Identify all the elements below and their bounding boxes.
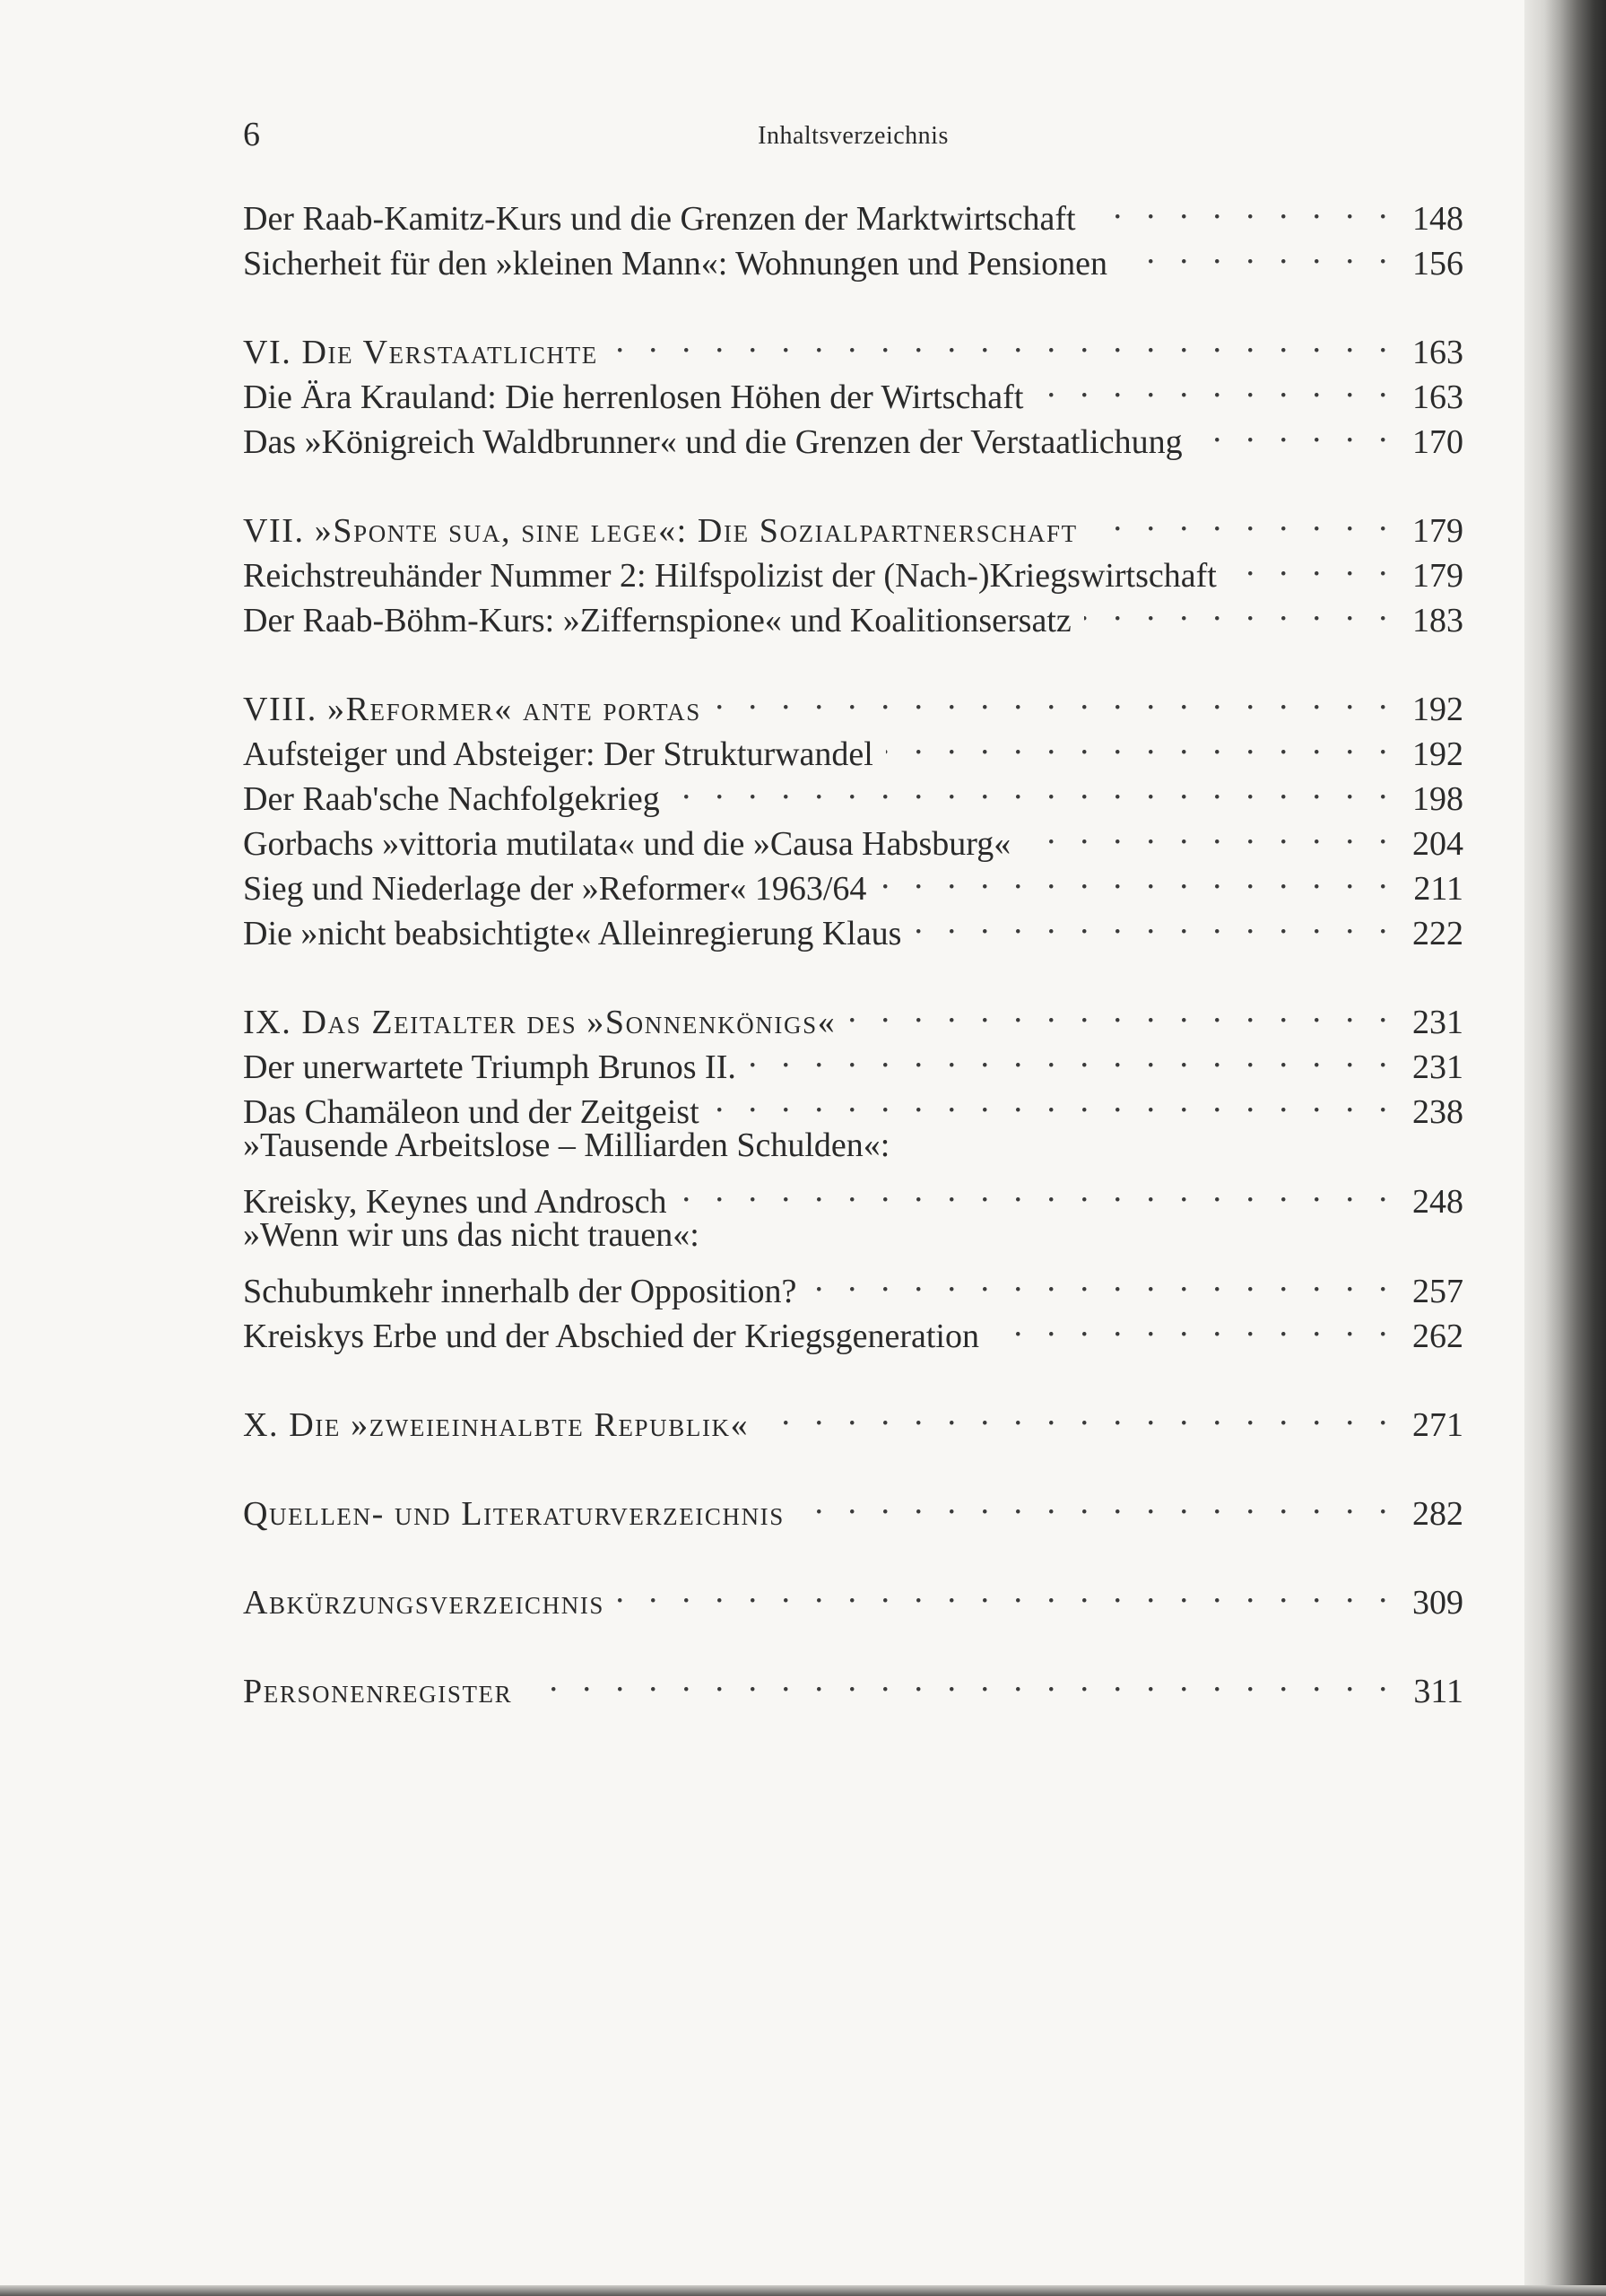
toc-page-number: 179 [1412,512,1463,550]
toc-section [243,1480,1463,1533]
toc-section [243,1569,1463,1622]
toc-chapter-entry[interactable] [243,1569,1463,1622]
toc-entry-title: Die Ära Krauland: Die herrenlosen Höhen der Wirtschaft [243,378,1024,416]
toc-section [243,497,1463,639]
toc-entry-title: Der Raab'sche Nachfolgekrieg [243,780,660,818]
dot-leader [1195,408,1395,453]
toc-entry[interactable] [243,1168,1463,1221]
toc-entry[interactable] [243,1123,1463,1168]
dot-leader [679,1168,1395,1213]
dot-leader [914,900,1395,944]
dot-leader [761,1391,1395,1436]
toc-page-number: 192 [1412,691,1463,728]
toc-page-number: 163 [1412,334,1463,371]
toc-section [243,1657,1463,1710]
toc-page-number: 211 [1413,870,1463,908]
toc-entry-title: Die »nicht beabsichtigte« Alleinregierung Klaus [243,915,902,952]
dot-leader [749,1033,1395,1078]
toc-page-number: 148 [1412,200,1463,238]
toc-section [243,318,1463,461]
toc-entry-title: Kreisky, Keynes und Androsch [243,1183,667,1221]
toc-chapter-entry[interactable] [243,318,1463,371]
toc-chapter-entry[interactable] [243,1480,1463,1533]
dot-leader [617,1569,1395,1613]
toc-chapter-entry[interactable] [243,1391,1463,1444]
toc-page-number: 309 [1412,1584,1463,1622]
toc-entry-title: Reichstreuhänder Nummer 2: Hilfspolizist der (Nach-)Kriegswirtschaft [243,557,1217,595]
toc-entry-title: IX. Das Zeitalter des »Sonnenkönigs« [243,1004,837,1041]
toc-page-number: 183 [1412,602,1463,639]
toc-chapter-entry[interactable] [243,988,1463,1041]
toc-page-number: 257 [1412,1273,1463,1310]
toc-entry-title: Schubumkehr innerhalb der Opposition? [243,1273,797,1310]
toc-entry-title: VII. »Sponte sua, sine lege«: Die Sozialpartnerschaft [243,512,1078,550]
toc-entry-title: X. Die »zweieinhalbte Republik« [243,1406,750,1444]
toc-entry-title: Der Raab-Böhm-Kurs: »Ziffernspione« und Koalitionsersatz [243,602,1072,639]
dot-leader [1036,363,1395,408]
toc-section [243,675,1463,952]
toc-entry[interactable] [243,1257,1463,1310]
dot-leader [992,1302,1395,1347]
toc-page-number: 238 [1412,1093,1463,1131]
toc-section [243,988,1463,1355]
toc-page-number: 156 [1412,245,1463,283]
toc-entry-title: Personenregister [243,1673,513,1710]
toc-entry-title: Quellen- und Literaturverzeichnis [243,1495,785,1533]
toc-page-number: 170 [1412,423,1463,461]
toc-chapter-entry[interactable] [243,675,1463,728]
toc-page-number: 231 [1412,1004,1463,1041]
toc-entry-title: »Tausende Arbeitslose – Milliarden Schulden«: [243,1126,890,1164]
toc-page-number: 248 [1412,1183,1463,1221]
toc-chapter-entry[interactable] [243,497,1463,550]
table-of-contents [243,185,1463,1746]
dot-leader [1120,230,1395,274]
toc-entry-title: Das Chamäleon und der Zeitgeist [243,1093,699,1131]
toc-entry-title: Abkürzungsverzeichnis [243,1584,605,1622]
toc-page-number: 282 [1412,1495,1463,1533]
toc-entry-title: Kreiskys Erbe und der Abschied der Kriegsgeneration [243,1318,979,1355]
dot-leader [879,855,1395,900]
toc-entry-title: Der unerwartete Triumph Brunos II. [243,1048,736,1086]
dot-leader [525,1657,1395,1702]
page-bottom-edge [0,2285,1606,2296]
dot-leader [797,1480,1395,1525]
toc-page-number: 179 [1412,557,1463,595]
toc-page-number: 231 [1412,1048,1463,1086]
toc-section [243,1391,1463,1444]
toc-entry[interactable] [243,1213,1463,1257]
running-head [243,115,1463,154]
book-spine-shadow [1524,0,1606,2296]
dot-leader [1089,185,1395,230]
toc-entry-title: VIII. »Reformer« ante portas [243,691,701,728]
toc-entry-title: VI. Die Verstaatlichte [243,334,598,371]
dot-leader [611,318,1395,363]
toc-page-number: 198 [1412,780,1463,818]
toc-page-number: 192 [1412,735,1463,773]
dot-leader [1023,810,1395,855]
dot-leader [809,1257,1395,1302]
toc-page-number: 204 [1412,825,1463,863]
dot-leader [714,675,1395,720]
dot-leader [886,720,1395,765]
running-head-title: Inhaltsverzeichnis [758,122,949,150]
toc-entry[interactable] [243,185,1463,238]
page-number: 6 [243,116,260,153]
toc-entry-title: Das »Königreich Waldbrunner« und die Grenzen der Verstaatlichung [243,423,1183,461]
dot-leader [848,988,1395,1033]
toc-entry-title: Der Raab-Kamitz-Kurs und die Grenzen der Marktwirtschaft [243,200,1076,238]
dot-leader [1090,497,1395,542]
dot-leader [712,1078,1395,1123]
toc-chapter-entry[interactable] [243,1657,1463,1710]
toc-entry-title: Sieg und Niederlage der »Reformer« 1963/64 [243,870,867,908]
toc-entry-title: Aufsteiger und Absteiger: Der Strukturwandel [243,735,873,773]
dot-leader [673,765,1395,810]
toc-page-number: 222 [1412,915,1463,952]
toc-entry-title: Sicherheit für den »kleinen Mann«: Wohnungen und Pensionen [243,245,1108,283]
toc-entry-title: »Wenn wir uns das nicht trauen«: [243,1216,699,1254]
toc-page-number: 262 [1412,1318,1463,1355]
toc-entry-title: Gorbachs »vittoria mutilata« und die »Causa Habsburg« [243,825,1011,863]
toc-page-number: 271 [1412,1406,1463,1444]
dot-leader [1084,587,1395,631]
dot-leader [1229,542,1395,587]
toc-page-number: 311 [1413,1673,1463,1710]
toc-section [243,185,1463,283]
toc-page-number: 163 [1412,378,1463,416]
